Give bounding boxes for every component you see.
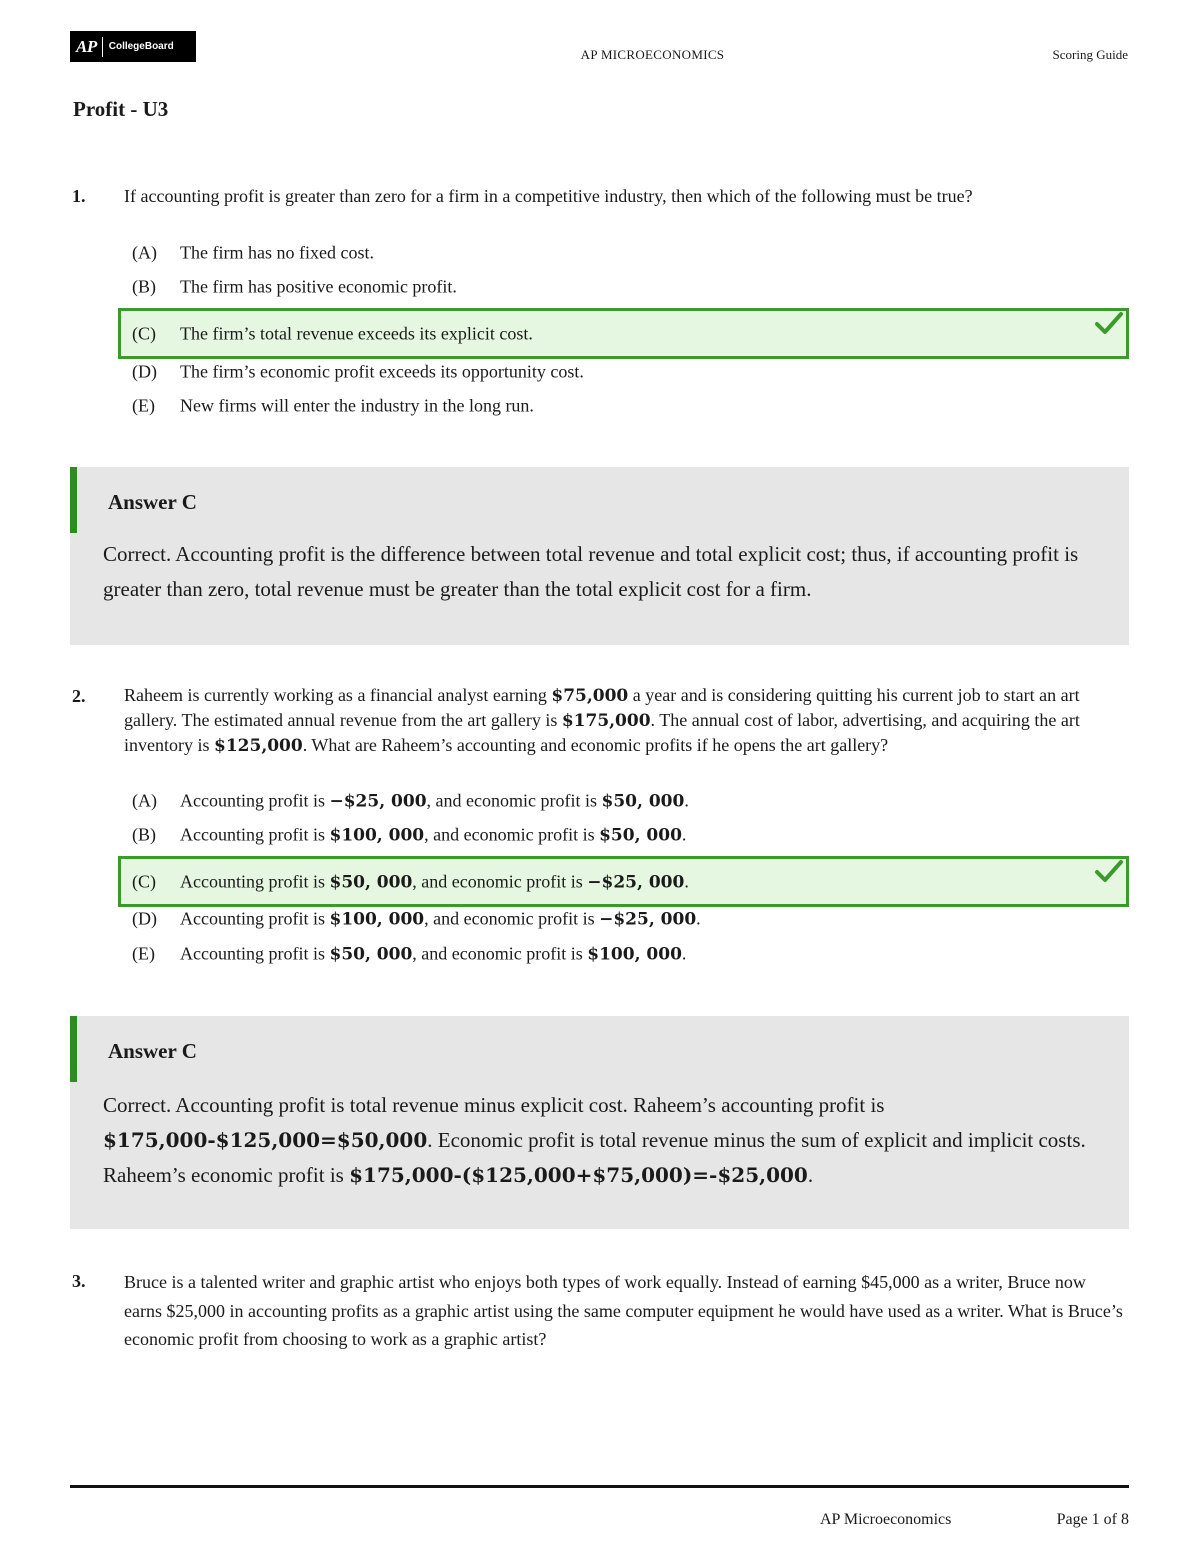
option-letter: (A) bbox=[132, 242, 157, 263]
question-2-option-c-correct[interactable] bbox=[118, 856, 1129, 907]
economic-profit-value: $50, 000 bbox=[601, 791, 685, 812]
question-2-option-a[interactable] bbox=[118, 784, 1129, 818]
stem-text: Raheem is currently working as a financial analyst earning bbox=[124, 685, 552, 705]
question-1-option-e[interactable] bbox=[118, 389, 1129, 423]
option-text: New firms will enter the industry in the long run. bbox=[180, 395, 534, 416]
header-scoring-guide: Scoring Guide bbox=[1052, 47, 1128, 62]
option-text: Accounting profit is −$25, 000, and economic profit is $50, 000. bbox=[180, 790, 689, 812]
question-1-answer-panel bbox=[70, 467, 1129, 645]
stem-text: . The annual cost of labor, advertising, and acquiring the art inventory is bbox=[124, 710, 1080, 755]
accounting-profit-value: $100, 000 bbox=[329, 909, 425, 930]
stem-text: a year and is considering quitting his current job to start an art gallery. The estimated annual revenue from the art gallery is bbox=[124, 685, 1080, 730]
stem-revenue-value: $175,000 bbox=[561, 711, 651, 731]
option-text: The firm has no fixed cost. bbox=[180, 242, 374, 263]
option-letter: (D) bbox=[132, 908, 157, 929]
question-2-stem bbox=[124, 683, 1124, 758]
accounting-profit-value: $50, 000 bbox=[329, 872, 413, 892]
answer-explanation: Correct. Accounting profit is total revenue minus explicit cost. Raheem’s accounting profit is $175,000-$125,000=$50,000. Economic profit is total revenue minus the sum of explicit and implicit costs. Raheem’s economic profit is $175,000-($125,000+$75,000)=-$25,000. bbox=[103, 1093, 1086, 1187]
question-2-option-e[interactable] bbox=[118, 937, 1129, 971]
option-text: Accounting profit is $100, 000, and economic profit is −$25, 000. bbox=[180, 908, 701, 930]
footer-page-number: Page 1 of 8 bbox=[1056, 1511, 1129, 1528]
option-letter: (B) bbox=[132, 824, 156, 845]
accounting-profit-value: $50, 000 bbox=[329, 944, 413, 965]
accounting-profit-value: −$25, 000 bbox=[329, 791, 427, 812]
economic-profit-value: −$25, 000 bbox=[599, 909, 697, 930]
question-2-answer-panel bbox=[70, 1016, 1129, 1229]
logo-collegeboard-text: CollegeBoard bbox=[108, 41, 174, 52]
option-letter: (D) bbox=[132, 361, 157, 382]
option-text: Accounting profit is $100, 000, and economic profit is $50, 000. bbox=[180, 824, 687, 846]
logo-ap-text: AP bbox=[76, 36, 97, 56]
option-letter: (E) bbox=[132, 395, 155, 416]
checkmark-icon bbox=[1094, 859, 1124, 885]
footer-divider bbox=[70, 1485, 1129, 1488]
page-title: Profit - U3 bbox=[73, 97, 169, 121]
option-text: The firm’s total revenue exceeds its explicit cost. bbox=[180, 323, 533, 343]
question-1-option-d[interactable] bbox=[118, 355, 1129, 389]
answer-accent-bar bbox=[70, 467, 77, 533]
question-1-stem: If accounting profit is greater than zero for a firm in a competitive industry, then which of the following must be true? bbox=[124, 186, 973, 206]
economic-profit-value: $100, 000 bbox=[587, 944, 682, 965]
accounting-profit-calculation: $175,000-$125,000=$50,000 bbox=[103, 1128, 428, 1152]
accounting-profit-value: $100, 000 bbox=[329, 825, 425, 846]
footer-course-name: AP Microeconomics bbox=[820, 1511, 952, 1528]
question-2-option-d[interactable] bbox=[118, 902, 1129, 936]
option-text: Accounting profit is $50, 000, and economic profit is −$25, 000. bbox=[180, 871, 689, 892]
economic-profit-value: −$25, 000 bbox=[587, 872, 685, 892]
option-letter: (A) bbox=[132, 790, 157, 811]
question-1-number: 1. bbox=[72, 186, 86, 206]
question-3-number: 3. bbox=[72, 1271, 86, 1291]
question-2-number: 2. bbox=[72, 686, 86, 706]
stem-text: . What are Raheem’s accounting and economic profits if he opens the art gallery? bbox=[302, 735, 889, 755]
answer-title: Answer C bbox=[108, 490, 197, 514]
stem-salary-value: $75,000 bbox=[551, 686, 629, 706]
answer-explanation: Correct. Accounting profit is the difference between total revenue and total explicit cost; thus, if accounting profit is greater than zero, total revenue must be greater than the total explicit cost for a firm. bbox=[103, 542, 1079, 601]
option-letter: (E) bbox=[132, 943, 155, 964]
question-1-option-a[interactable] bbox=[118, 236, 1129, 270]
question-2-option-b[interactable] bbox=[118, 818, 1129, 852]
option-letter: (C) bbox=[132, 871, 156, 891]
option-text: Accounting profit is $50, 000, and economic profit is $100, 000. bbox=[180, 943, 687, 965]
stem-cost-value: $125,000 bbox=[214, 736, 303, 756]
header-course-title: AP MICROECONOMICS bbox=[580, 47, 725, 62]
economic-profit-value: $50, 000 bbox=[599, 825, 682, 846]
question-1-option-c-correct[interactable] bbox=[118, 308, 1129, 359]
answer-title: Answer C bbox=[108, 1039, 197, 1063]
option-text: The firm’s economic profit exceeds its opportunity cost. bbox=[180, 361, 584, 382]
checkmark-icon bbox=[1094, 311, 1124, 337]
question-1-option-b[interactable] bbox=[118, 270, 1129, 304]
option-letter: (C) bbox=[132, 323, 156, 343]
question-3-stem: Bruce is a talented writer and graphic artist who enjoys both types of work equally. Instead of earning $45,000 as a writer, Bruce now earns $25,000 in accounting profits as a graphic artist using the same computer equipment he would have used as a writer. What is Bruce’s economic profit from choosing to work as a graphic artist? bbox=[124, 1272, 1123, 1349]
option-letter: (B) bbox=[132, 276, 156, 297]
answer-accent-bar bbox=[70, 1016, 77, 1082]
economic-profit-calculation: $175,000-($125,000+$75,000)=-$25,000 bbox=[349, 1163, 808, 1187]
option-text: The firm has positive economic profit. bbox=[180, 276, 457, 297]
